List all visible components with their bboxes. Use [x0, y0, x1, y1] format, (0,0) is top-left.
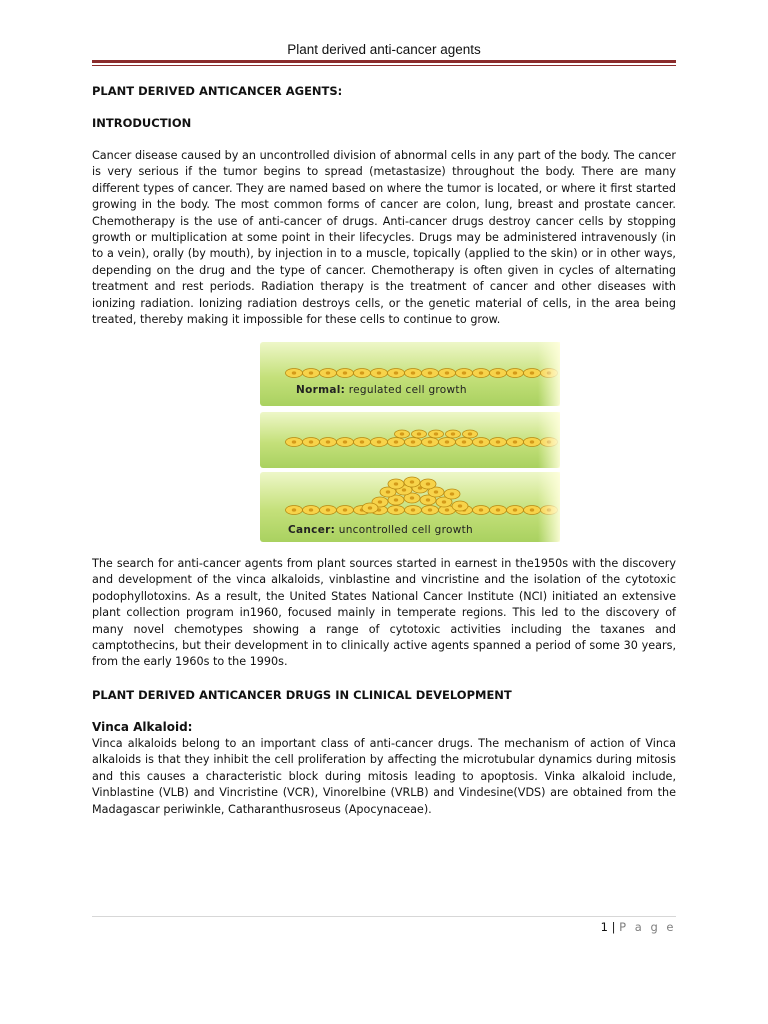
- cancer-growth-label: [288, 524, 473, 536]
- normal-growth-label: [296, 384, 467, 396]
- cell-nucleus: [309, 371, 313, 374]
- page-label: P a g e: [619, 920, 676, 934]
- cell-nucleus: [394, 482, 398, 485]
- cell-nucleus: [410, 480, 414, 483]
- cell-nucleus: [410, 496, 414, 499]
- cell-nucleus: [309, 508, 313, 511]
- vinca-alkaloid-paragraph: Vinca alkaloids belong to an important class of anti-cancer drugs. The mechanism of action of Vinca alkaloids is that they inhibit the cell proliferation by affecting the microtubular dynamics during mitosis and this causes a characteristic block during mitosis leading to apoptosis. Vinka alkaloid include, Vinblastine (VLB) and Vincristine (VCR), Vinorelbine (VRLB) and Vindesine(VDS) are obtained from the Madagascar periwinkle, Catharanthusroseus (Apocynaceae).: [92, 737, 676, 816]
- page-number: 1: [600, 920, 608, 934]
- cell-nucleus: [468, 432, 472, 435]
- cell-nucleus: [368, 506, 372, 509]
- early-growth-panel: [260, 412, 560, 468]
- cell-nucleus: [479, 440, 483, 443]
- cell-nucleus: [394, 371, 398, 374]
- cancer-growth-panel: [260, 472, 560, 542]
- page-footer: [92, 920, 676, 934]
- cell-nucleus: [292, 508, 296, 511]
- cell-nucleus: [462, 371, 466, 374]
- cell-nucleus: [394, 440, 398, 443]
- cell-nucleus: [378, 500, 382, 503]
- cell-nucleus: [547, 371, 551, 374]
- cancer-label-text: uncontrolled cell growth: [338, 524, 473, 536]
- cell-nucleus: [428, 440, 432, 443]
- cell-nucleus: [434, 432, 438, 435]
- cell-nucleus: [496, 508, 500, 511]
- cell-nucleus: [292, 371, 296, 374]
- cell-nucleus: [530, 440, 534, 443]
- cell-nucleus: [434, 490, 438, 493]
- cell-nucleus: [445, 440, 449, 443]
- search-history-paragraph: The search for anti-cancer agents from plant sources started in earnest in the1950s with the discovery and development of the vinca alkaloids, vinblastine and vincristine and the isolation of the cytotoxic podophyllotoxins. As a result, the United States National Cancer Institute (NCI) initiated an extensive plant collection program in1960, focused mainly in temperate regions. This led to the discovery of many novel chemotypes showing a range of cytotoxic activities including the taxanes and camptothecins, but their development in to clinically active agents spanned a period of some 30 years, from the early 1960s to the 1990s.: [92, 557, 676, 669]
- cell-nucleus: [426, 498, 430, 501]
- cell-nucleus: [547, 440, 551, 443]
- cell-nucleus: [326, 508, 330, 511]
- cell-nucleus: [496, 371, 500, 374]
- introduction-heading: INTRODUCTION: [92, 116, 192, 130]
- cell-nucleus: [496, 440, 500, 443]
- header-rule: [92, 60, 676, 63]
- cell-nucleus: [360, 371, 364, 374]
- cell-nucleus: [530, 508, 534, 511]
- cell-nucleus: [394, 498, 398, 501]
- cell-nucleus: [411, 508, 415, 511]
- document-title: PLANT DERIVED ANTICANCER AGENTS:: [92, 84, 343, 98]
- normal-growth-panel: [260, 342, 560, 406]
- header-rule-thin: [92, 65, 676, 66]
- cell-nucleus: [428, 508, 432, 511]
- footer-separator: |: [611, 920, 616, 934]
- dividing-cells-illustration: [260, 412, 560, 468]
- cell-nucleus: [400, 432, 404, 435]
- cell-growth-figure: [258, 340, 562, 544]
- cell-nucleus: [394, 508, 398, 511]
- cell-nucleus: [343, 440, 347, 443]
- cell-nucleus: [411, 371, 415, 374]
- cell-nucleus: [417, 432, 421, 435]
- cell-nucleus: [442, 500, 446, 503]
- cell-shape: [541, 506, 558, 515]
- cell-nucleus: [458, 504, 462, 507]
- cell-shape: [541, 369, 558, 378]
- cell-nucleus: [360, 440, 364, 443]
- cell-nucleus: [445, 508, 449, 511]
- normal-cells-illustration: [260, 342, 560, 406]
- cell-nucleus: [377, 440, 381, 443]
- cell-nucleus: [343, 371, 347, 374]
- cell-nucleus: [450, 492, 454, 495]
- cell-nucleus: [530, 371, 534, 374]
- normal-label-text: regulated cell growth: [348, 384, 467, 396]
- cell-nucleus: [377, 371, 381, 374]
- running-header: Plant derived anti-cancer agents: [287, 42, 481, 57]
- cell-nucleus: [386, 490, 390, 493]
- cell-nucleus: [326, 440, 330, 443]
- cell-nucleus: [402, 488, 406, 491]
- cell-nucleus: [547, 508, 551, 511]
- vinca-alkaloid-heading: Vinca Alkaloid:: [92, 720, 193, 734]
- cell-nucleus: [513, 440, 517, 443]
- cell-shape: [541, 438, 558, 447]
- cell-nucleus: [343, 508, 347, 511]
- cell-nucleus: [309, 440, 313, 443]
- introduction-paragraph: Cancer disease caused by an uncontrolled division of abnormal cells in any part of the body. The cancer is very serious if the tumor begins to spread (metastasize) throughout the body. There are many different types of cancer. They are named based on where the tumor is located, or where it first started growing in the body. The most common forms of cancer are colon, lung, breast and prostate cancer. Chemotherapy is the use of anti-cancer of drugs. Anti-cancer drugs destroy cancer cells by stopping growth or multiplication at some point in their lifecycles. Drugs may be administered intravenously (in to a vein), orally (by mouth), by injection in to a muscle, topically (applied to the skin) or in other ways, depending on the drug and the type of cancer. Chemotherapy is often given in cycles of alternating treatment and rest periods. Radiation therapy is the treatment of cancer and other diseases with ionizing radiation. Ionizing radiation destroys cells, or the genetic material of cells, in the area being treated, thereby making it impossible for these cells to continue to grow.: [92, 149, 676, 327]
- cell-nucleus: [292, 440, 296, 443]
- cancer-label-bold: Cancer:: [288, 524, 336, 536]
- cell-nucleus: [445, 371, 449, 374]
- footer-rule: [92, 916, 676, 917]
- cell-nucleus: [426, 482, 430, 485]
- cell-nucleus: [479, 371, 483, 374]
- cell-nucleus: [411, 440, 415, 443]
- cell-nucleus: [451, 432, 455, 435]
- normal-label-bold: Normal:: [296, 384, 346, 396]
- cell-nucleus: [428, 371, 432, 374]
- cell-nucleus: [462, 440, 466, 443]
- clinical-development-heading: PLANT DERIVED ANTICANCER DRUGS IN CLINICAL DEVELOPMENT: [92, 688, 512, 702]
- cell-nucleus: [513, 371, 517, 374]
- cell-nucleus: [479, 508, 483, 511]
- cell-nucleus: [513, 508, 517, 511]
- cell-nucleus: [326, 371, 330, 374]
